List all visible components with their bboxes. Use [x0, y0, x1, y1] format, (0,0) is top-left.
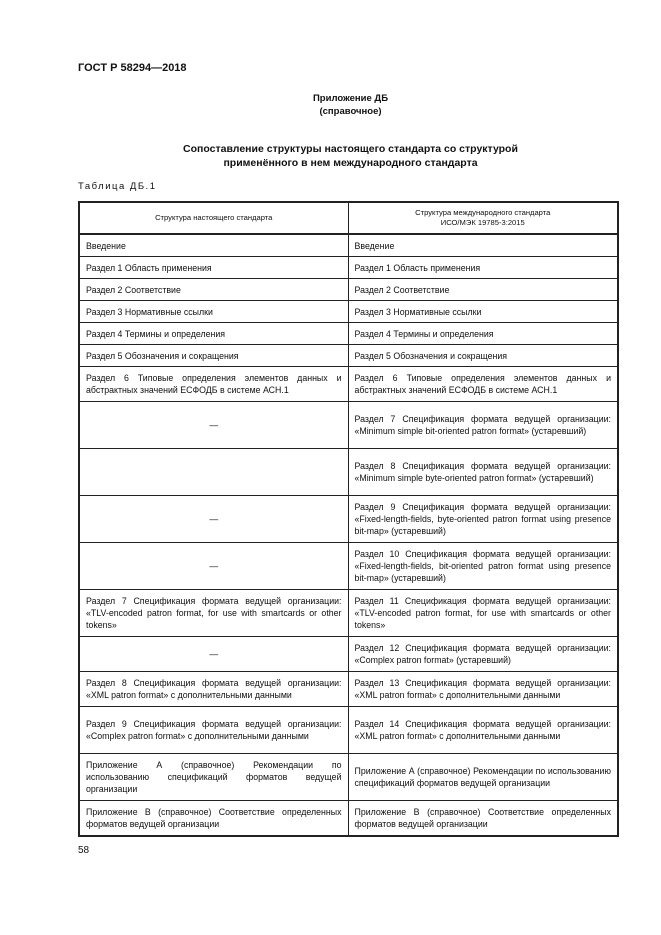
- cell-national-structure: —: [79, 496, 348, 543]
- table-row: [79, 345, 618, 367]
- cell-international-structure: Введение: [348, 234, 618, 257]
- table-row: [79, 672, 618, 707]
- title-line-2: применённого в нем международного стандарта: [223, 157, 478, 169]
- table-row: [79, 279, 618, 301]
- table-row: [79, 801, 618, 837]
- cell-national-structure: [79, 449, 348, 496]
- cell-international-structure: Раздел 14 Спецификация формата ведущей организации: «XML patron format» с дополнительными данными: [348, 707, 618, 754]
- table-row: [79, 402, 618, 449]
- table-label: Таблица ДБ.1: [78, 181, 157, 192]
- page-number: 58: [78, 845, 90, 856]
- column-header-international-line1: Структура международного стандарта: [415, 208, 551, 217]
- cell-international-structure: Раздел 8 Спецификация формата ведущей организации: «Minimum simple byte-oriented patron format» (устаревший): [348, 449, 618, 496]
- cell-national-structure: Раздел 2 Соответствие: [79, 279, 348, 301]
- table-row: [79, 707, 618, 754]
- cell-international-structure: Раздел 10 Спецификация формата ведущей организации: «Fixed-length-fields, bit-oriented patron format using presence bit-map» (устаревший): [348, 543, 618, 590]
- cell-national-structure: Раздел 6 Типовые определения элементов данных и абстрактных значений ЕСФОДБ в системе АСН.1: [79, 367, 348, 402]
- cell-international-structure: Приложение А (справочное) Рекомендации по использованию спецификаций форматов ведущей организации: [348, 754, 618, 801]
- cell-international-structure: Приложение В (справочное) Соответствие определенных форматов ведущей организации: [348, 801, 618, 837]
- table-row: [79, 449, 618, 496]
- comparison-table: [78, 201, 619, 837]
- title-line-1: Сопоставление структуры настоящего стандарта со структурой: [183, 143, 518, 155]
- cell-national-structure: Раздел 7 Спецификация формата ведущей организации: «TLV-encoded patron format, for use with smartcards or other tokens»: [79, 590, 348, 637]
- table-row: [79, 257, 618, 279]
- table-row: [79, 301, 618, 323]
- cell-international-structure: Раздел 5 Обозначения и сокращения: [348, 345, 618, 367]
- cell-international-structure: Раздел 13 Спецификация формата ведущей организации: «XML patron format» с дополнительными данными: [348, 672, 618, 707]
- cell-national-structure: —: [79, 543, 348, 590]
- cell-international-structure: Раздел 11 Спецификация формата ведущей организации: «TLV-encoded patron format, for use with smartcards or other tokens»: [348, 590, 618, 637]
- cell-international-structure: Раздел 1 Область применения: [348, 257, 618, 279]
- cell-international-structure: Раздел 12 Спецификация формата ведущей организации: «Complex patron format» (устаревший): [348, 637, 618, 672]
- standard-code: ГОСТ Р 58294—2018: [78, 62, 187, 74]
- table-row: [79, 637, 618, 672]
- cell-national-structure: Раздел 9 Спецификация формата ведущей организации: «Complex patron format» с дополнительными данными: [79, 707, 348, 754]
- column-header-national: Структура настоящего стандарта: [79, 202, 348, 234]
- cell-national-structure: Раздел 5 Обозначения и сокращения: [79, 345, 348, 367]
- table-row: [79, 367, 618, 402]
- cell-national-structure: Раздел 8 Спецификация формата ведущей организации: «XML patron format» с дополнительными данными: [79, 672, 348, 707]
- cell-national-structure: Раздел 3 Нормативные ссылки: [79, 301, 348, 323]
- cell-international-structure: Раздел 4 Термины и определения: [348, 323, 618, 345]
- column-header-international: [348, 202, 618, 234]
- table-row: [79, 323, 618, 345]
- appendix-title: Приложение ДБ: [312, 93, 389, 104]
- table-row: [79, 543, 618, 590]
- cell-international-structure: Раздел 2 Соответствие: [348, 279, 618, 301]
- table-row: [79, 590, 618, 637]
- cell-national-structure: —: [79, 402, 348, 449]
- cell-international-structure: Раздел 6 Типовые определения элементов данных и абстрактных значений ЕСФОДБ в системе АСН.1: [348, 367, 618, 402]
- cell-national-structure: Введение: [79, 234, 348, 257]
- appendix-note: (справочное): [319, 106, 382, 117]
- cell-national-structure: Раздел 1 Область применения: [79, 257, 348, 279]
- cell-national-structure: Раздел 4 Термины и определения: [79, 323, 348, 345]
- cell-national-structure: —: [79, 637, 348, 672]
- table-row: [79, 496, 618, 543]
- cell-international-structure: Раздел 7 Спецификация формата ведущей организации: «Minimum simple bit-oriented patron format» (устаревший): [348, 402, 618, 449]
- table-row: [79, 754, 618, 801]
- cell-national-structure: Приложение В (справочное) Соответствие определенных форматов ведущей организации: [79, 801, 348, 837]
- cell-international-structure: Раздел 9 Спецификация формата ведущей организации: «Fixed-length-fields, byte-oriented patron format using presence bit-map» (устаревший): [348, 496, 618, 543]
- document-title: [20, 142, 661, 170]
- column-header-international-line2: ИСО/МЭК 19785-3:2015: [440, 218, 525, 227]
- cell-national-structure: Приложение А (справочное) Рекомендации по использованию спецификаций форматов ведущей организации: [79, 754, 348, 801]
- table-header-row: [79, 202, 618, 234]
- table-row: [79, 234, 618, 257]
- cell-international-structure: Раздел 3 Нормативные ссылки: [348, 301, 618, 323]
